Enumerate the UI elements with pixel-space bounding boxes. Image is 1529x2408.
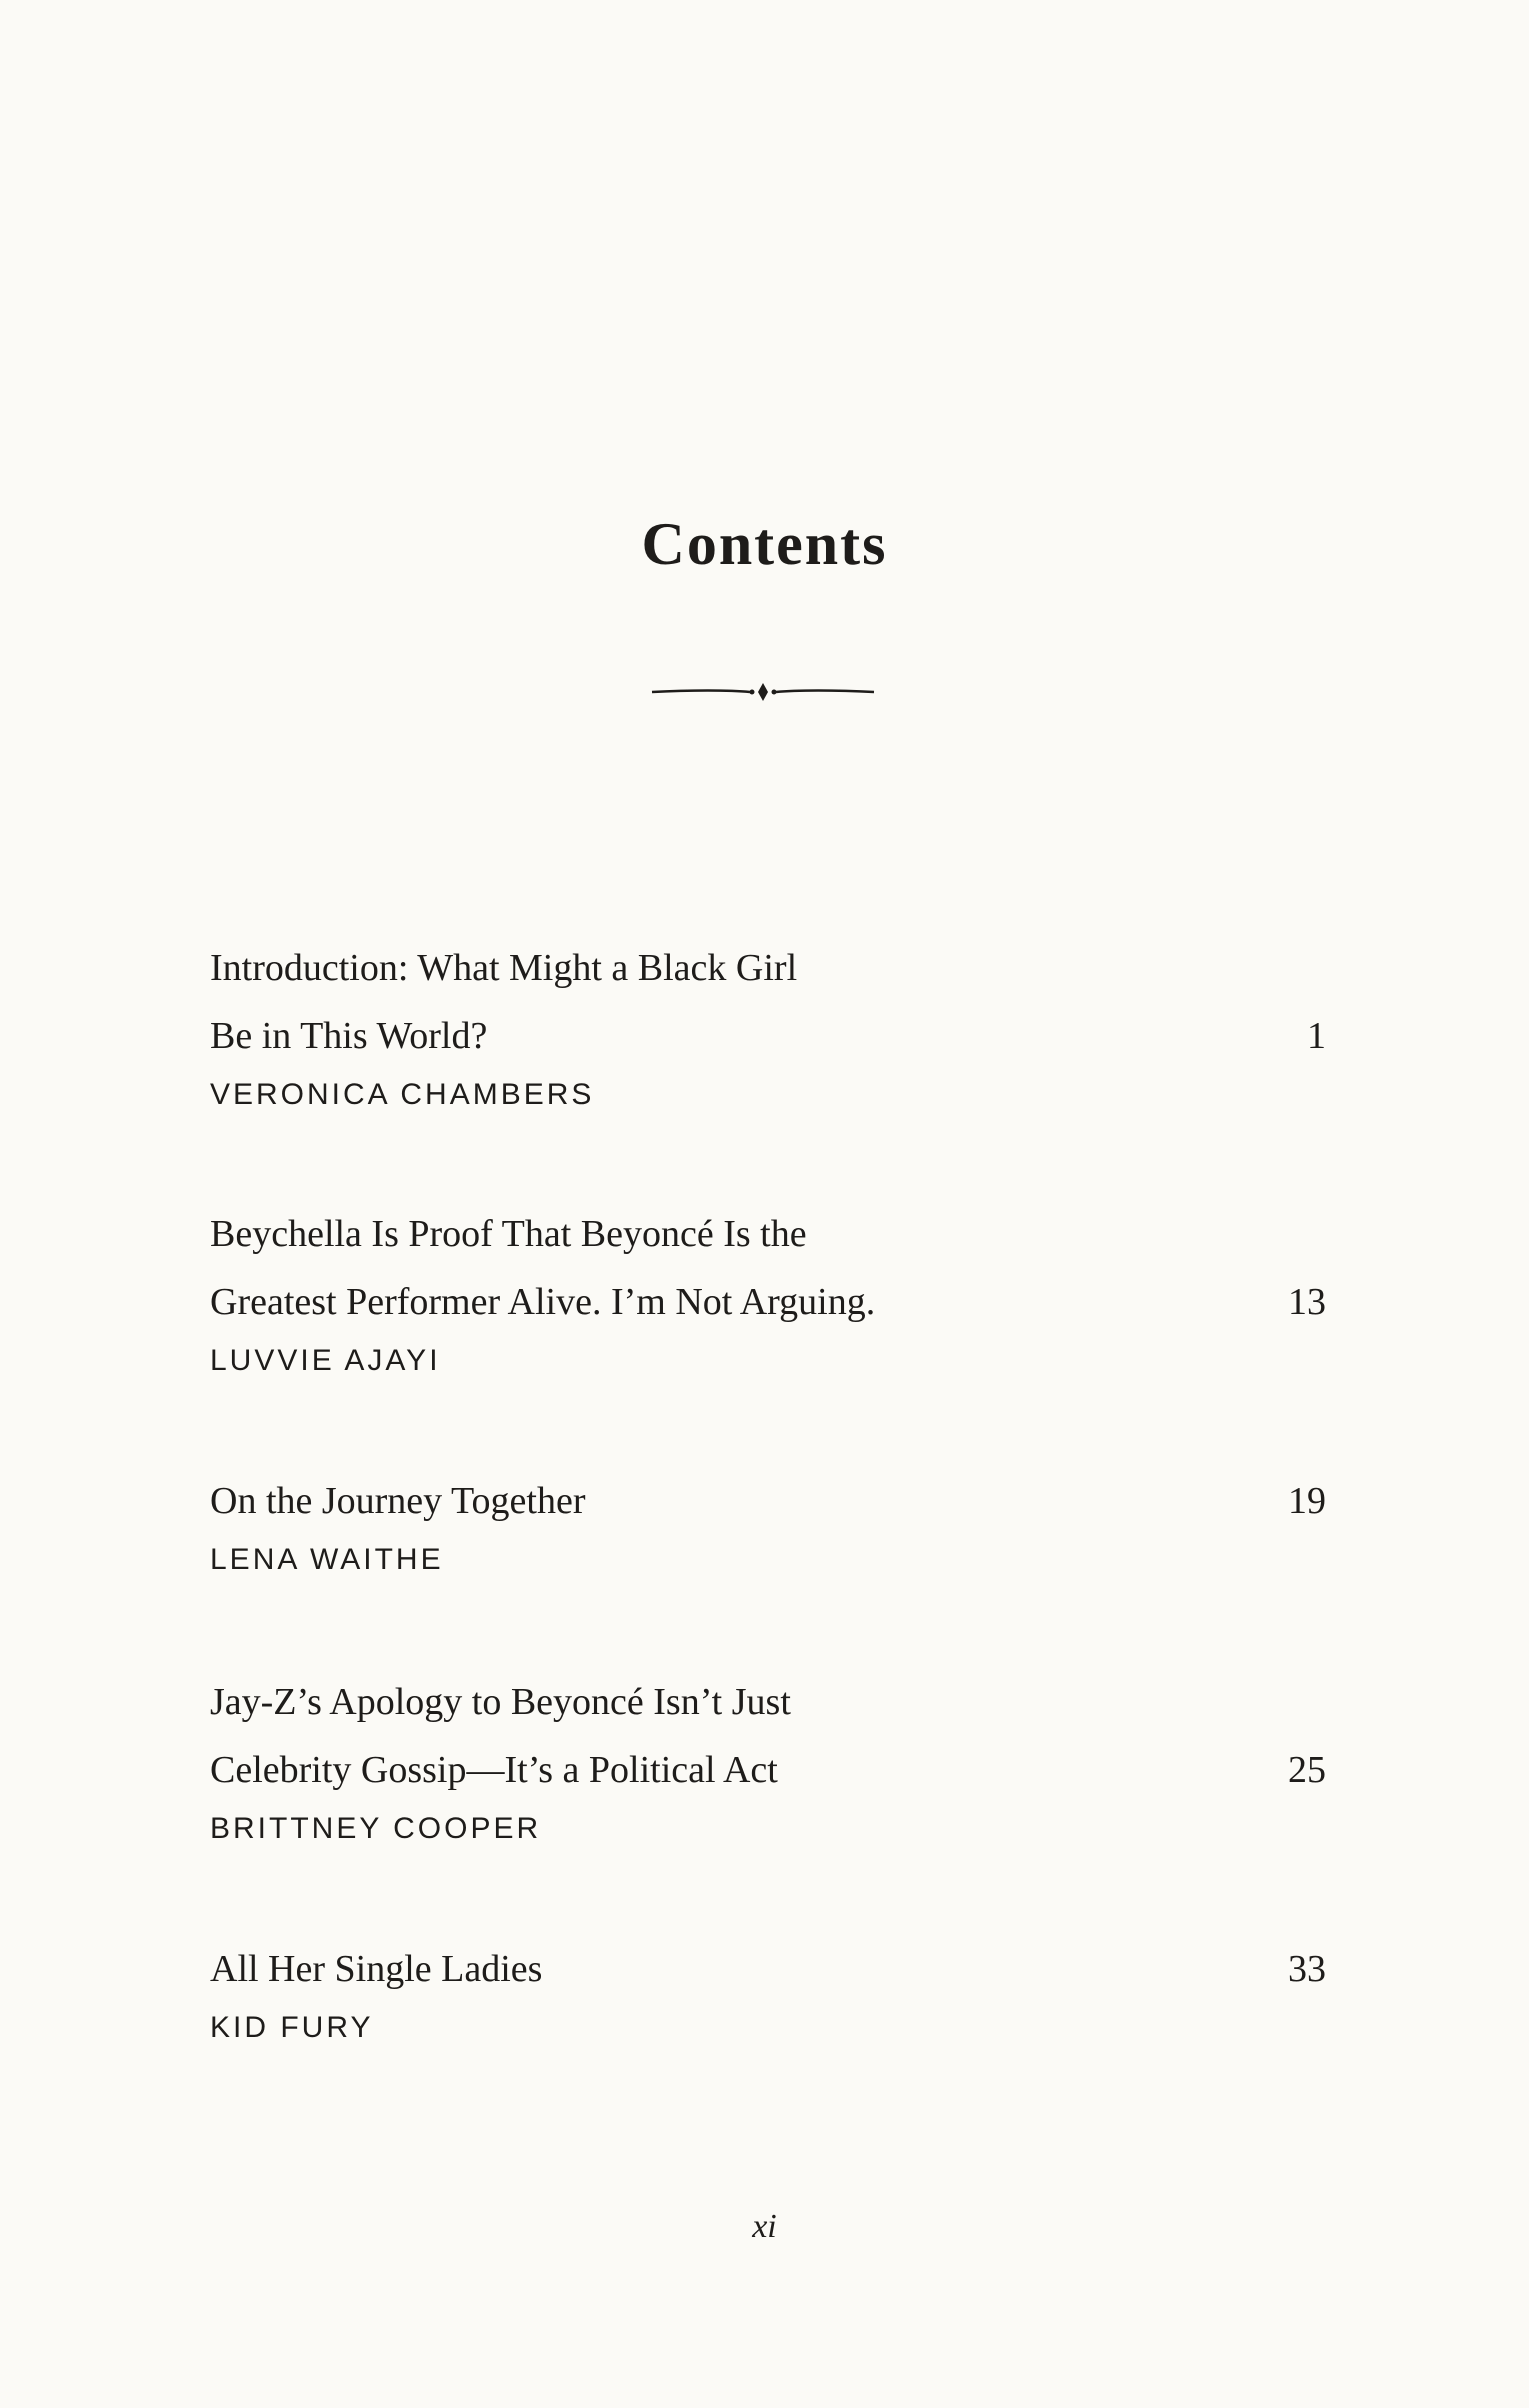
entry-title-text: Beychella Is Proof That Beyoncé Is the [210, 1213, 807, 1255]
entry-title-text: All Her Single Ladies [210, 1948, 543, 1990]
entry-author: BRITTNEY COOPER [210, 1812, 542, 1845]
page-number: 25 [1288, 1749, 1326, 1791]
toc-entry-journey[interactable] [210, 1467, 1326, 1585]
entry-author: LENA WAITHE [210, 1543, 444, 1576]
page-number: 13 [1288, 1281, 1326, 1323]
toc-entry-apology[interactable] [210, 1668, 1326, 1854]
toc-entry-title-line [210, 1467, 1326, 1535]
entry-title-text: Jay-Z’s Apology to Beyoncé Isn’t Just [210, 1681, 791, 1723]
toc-entry-title-line [210, 1935, 1326, 2003]
entry-title-text: Greatest Performer Alive. I’m Not Arguing. [210, 1281, 876, 1323]
entry-title-text: Celebrity Gossip—It’s a Political Act [210, 1749, 778, 1791]
toc-entry-title-line [210, 1668, 1326, 1736]
toc-entry-title-line [210, 1002, 1326, 1070]
toc-entry-single-ladies[interactable] [210, 1935, 1326, 2053]
entry-author: KID FURY [210, 2011, 374, 2044]
entry-title-text: Introduction: What Might a Black Girl [210, 947, 798, 989]
toc-entry-introduction[interactable] [210, 934, 1326, 1120]
toc-entry-title-line [210, 1200, 1326, 1268]
flourish-divider-icon [650, 672, 876, 712]
page-number: 19 [1288, 1480, 1326, 1522]
page-number: 33 [1288, 1948, 1326, 1990]
toc-entry-beychella[interactable] [210, 1200, 1326, 1386]
entry-title-text: Be in This World? [210, 1015, 488, 1057]
toc-entry-title-line [210, 934, 1326, 1002]
page-title: Contents [641, 511, 888, 577]
entry-title-text: On the Journey Together [210, 1480, 586, 1522]
toc-entry-title-line [210, 1268, 1326, 1336]
page-folio: xi [752, 2208, 777, 2245]
entry-author: LUVVIE AJAYI [210, 1344, 441, 1377]
page-number: 1 [1307, 1015, 1326, 1057]
entry-author: VERONICA CHAMBERS [210, 1078, 595, 1111]
toc-entry-title-line [210, 1736, 1326, 1804]
